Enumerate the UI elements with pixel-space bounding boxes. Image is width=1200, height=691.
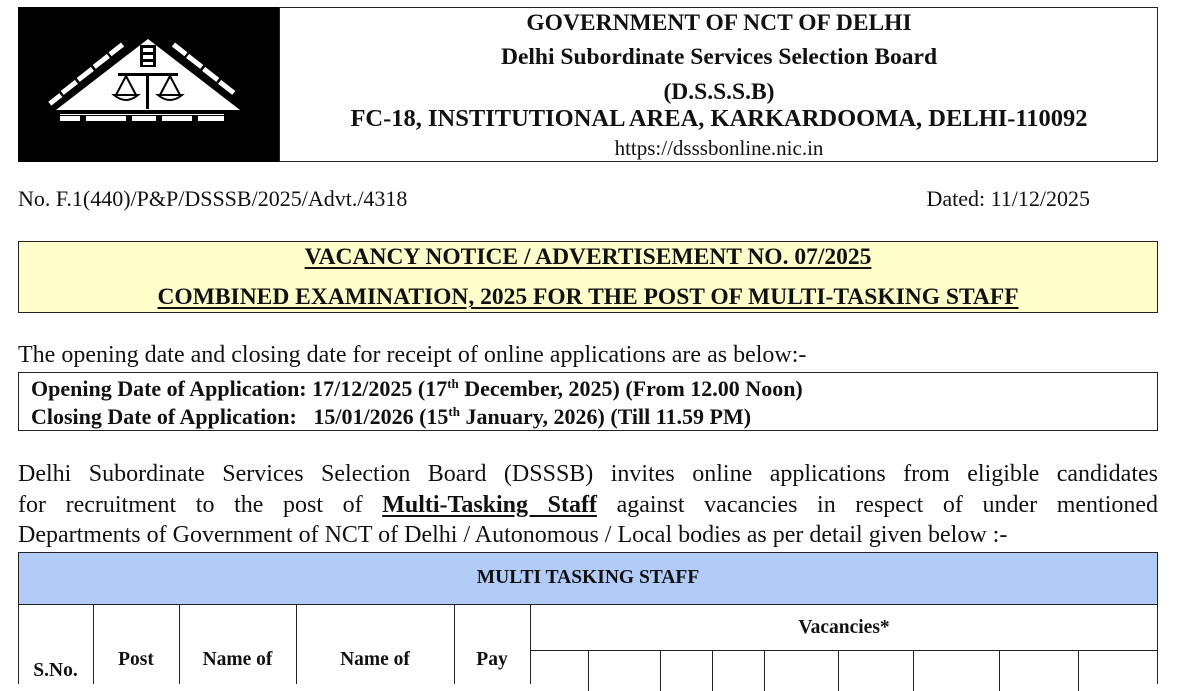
vacancy-subcolumn-divider <box>764 651 765 691</box>
column-divider <box>93 604 94 684</box>
table-title: MULTI TASKING STAFF <box>18 552 1158 605</box>
opening-date-ordinal: th <box>447 376 459 391</box>
closing-date-value: 15/01/2026 <box>313 404 414 429</box>
column-divider <box>179 604 180 684</box>
column-header-post: Post <box>118 649 154 670</box>
opening-date-row <box>31 376 803 402</box>
column-header-vacancies: Vacancies* <box>798 617 890 638</box>
vacancy-subcolumn-divider <box>712 651 713 691</box>
column-header-name-of-1: Name of <box>202 649 273 670</box>
column-divider <box>296 604 297 684</box>
dsssb-logo <box>18 7 279 162</box>
vacancy-subcolumn-divider <box>913 651 914 691</box>
column-header-pay: Pay <box>476 649 508 670</box>
vacancies-header-divider <box>530 650 1158 651</box>
closing-date-day: (15 <box>419 404 449 429</box>
paragraph-line-2 <box>18 490 1158 521</box>
paragraph-line-1: Delhi Subordinate Services Selection Board (DSSSB) invites online applications from eligible candidates <box>18 461 1158 487</box>
column-header-name-of-2: Name of <box>340 649 410 670</box>
closing-date-detail: January, 2026) (Till 11.59 PM) <box>459 404 752 429</box>
closing-date-label: Closing Date of Application: <box>31 404 297 429</box>
vacancy-subcolumn-divider <box>838 651 839 691</box>
opening-date-label: Opening Date of Application: <box>31 376 307 401</box>
closing-date-ordinal: th <box>448 404 460 419</box>
column-divider <box>454 604 455 684</box>
invitation-paragraph <box>18 459 1158 551</box>
board-name: Delhi Subordinate Services Selection Board <box>500 44 938 70</box>
dates-intro: The opening date and closing date for receipt of online applications are as below:- <box>18 342 807 368</box>
vacancy-subcolumn-divider <box>660 651 661 691</box>
application-dates-box <box>18 372 1158 431</box>
post-name-emphasis: Multi-Tasking Staff <box>382 491 597 518</box>
vacancy-subcolumn-divider <box>588 651 589 691</box>
advertisement-number: VACANCY NOTICE / ADVERTISEMENT NO. 07/2025 <box>304 244 872 270</box>
advertisement-title-box <box>18 241 1158 313</box>
column-header-sno: S.No. <box>33 660 78 681</box>
government-name: GOVERNMENT OF NCT OF DELHI <box>526 10 912 36</box>
paragraph-line-2-end: against vacancies in respect of under mentioned <box>616 491 1159 518</box>
board-address: FC-18, INSTITUTIONAL AREA, KARKARDOOMA, DELHI-110092 <box>350 105 1088 132</box>
website-link[interactable]: https://dsssbonline.nic.in <box>614 136 824 160</box>
opening-date-detail: December, 2025) (From 12.00 Noon) <box>458 376 803 401</box>
reference-number: No. F.1(440)/P&P/DSSSB/2025/Advt./4318 <box>18 186 408 211</box>
opening-date-value: 17/12/2025 <box>312 376 413 401</box>
vacancy-subcolumn-divider <box>1078 651 1079 691</box>
column-divider <box>530 604 531 684</box>
examination-title: COMBINED EXAMINATION, 2025 FOR THE POST OF MULTI-TASKING STAFF <box>157 284 1019 310</box>
paragraph-line-2-start: for recruitment to the post of <box>18 491 363 518</box>
letterhead-text <box>279 7 1158 162</box>
board-abbreviation: (D.S.S.S.B) <box>663 79 775 105</box>
notice-date: Dated: 11/12/2025 <box>926 186 1090 211</box>
paragraph-line-3: Departments of Government of NCT of Delhi / Autonomous / Local bodies as per detail given below :- <box>18 522 1008 548</box>
opening-date-day: (17 <box>417 376 448 401</box>
scales-of-justice-emblem-icon <box>26 15 271 155</box>
vacancy-subcolumn-divider <box>999 651 1000 691</box>
closing-date-row <box>31 404 751 430</box>
